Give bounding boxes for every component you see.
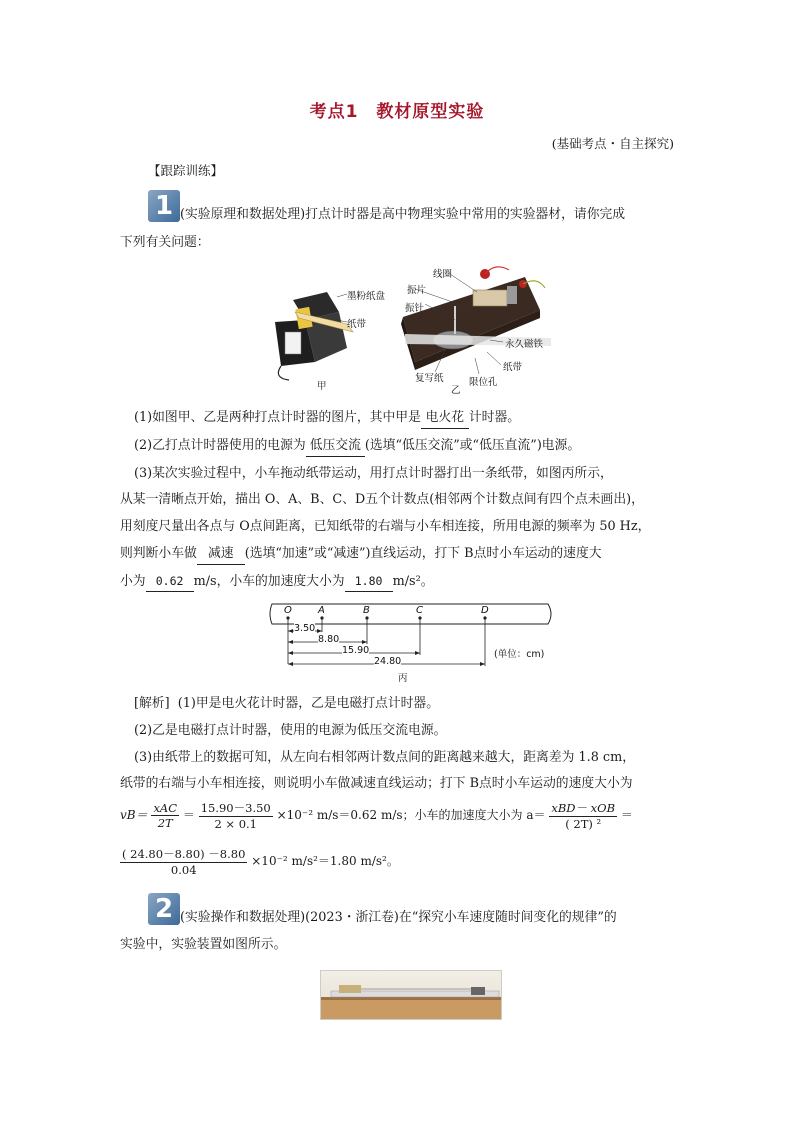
- formula-a-tail: ×10⁻² m/s²＝1.80 m/s²。: [251, 854, 399, 868]
- q1-part2-text: (2)乙打点计时器使用的电源为: [134, 438, 306, 453]
- q1-part3-line2: 从某一清晰点开始，描出 O、A、B、C、D五个计数点(相邻两个计数点间有四个点未画出)，: [120, 492, 644, 507]
- tape-caption: 丙: [398, 673, 408, 684]
- formula-vb-frac2-num: 15.90－3.50: [200, 801, 271, 815]
- tape-drawing: [268, 602, 558, 682]
- formula-a-frac2-num: ( 24.80－8.80) －8.80: [122, 847, 246, 861]
- formula-a-frac1: [549, 800, 617, 831]
- question-number-badge-2: 2: [148, 893, 180, 925]
- q1-part2-tail: (选填“低压交流”或“低压直流”)电源。: [364, 438, 581, 453]
- formula-vb-frac1-num: xAC: [153, 801, 178, 815]
- q1-part3-line4-tail: (选填“加速”或“减速”)直线运动，打下 B点时小车运动的速度大: [244, 546, 602, 561]
- tape-point-o: O: [284, 605, 292, 616]
- label-magnet: 永久磁铁: [505, 339, 544, 350]
- formula-a-frac2: [120, 846, 247, 877]
- formula-vb-frac2-den: 2 × 0.1: [214, 817, 257, 831]
- analysis-2: (2)乙是电磁打点计时器，使用的电源为低压交流电源。: [134, 723, 447, 738]
- dim-label-oa: 3.50: [294, 623, 316, 634]
- q1-part2-answer: 低压交流: [306, 436, 365, 457]
- tape-point-d: D: [481, 605, 489, 616]
- q1-part3-answer-motion: 减速: [197, 544, 245, 565]
- analysis-1: [134, 694, 439, 714]
- tape-unit-label: (单位：cm): [494, 649, 545, 660]
- label-vibrator: 振片: [407, 285, 427, 296]
- label-toner-disc: 墨粉纸盘: [347, 291, 386, 302]
- formula-vb-frac2: [199, 800, 273, 831]
- q1-part1: [134, 408, 520, 429]
- q1-part3-line5: [120, 571, 434, 592]
- q1-part3-line1: (3)某次实验过程中，小车拖动纸带运动，用打点计时器打出一条纸带，如图丙所示，: [134, 466, 613, 481]
- analysis-1-text: (1)甲是电火花计时器，乙是电磁打点计时器。: [177, 696, 440, 711]
- caption-jia: 甲: [317, 381, 327, 392]
- q1-part1-answer: 电火花: [421, 408, 469, 429]
- q2-line1: (实验操作和数据处理)(2023・浙江卷)在“探究小车速度随时间变化的规律”的: [180, 910, 617, 925]
- section-heading: 【跟踪训练】: [148, 163, 224, 178]
- formula-vb-frac1: [151, 801, 179, 830]
- analysis-3-line1: (3)由纸带上的数据可知，从左向右相邻两计数点间的距离越来越大，距离差为 1.8 cm，: [134, 750, 636, 765]
- q1-part3-answer-speed: 0.62: [146, 571, 194, 592]
- label-right-tape: 纸带: [503, 362, 523, 373]
- analysis-3-line2: 纸带的右端与小车相连接，则说明小车做减速直线运动；打下 B点时小车运动的速度大小为: [120, 776, 633, 791]
- caption-yi: 乙: [451, 385, 461, 396]
- spark-timer-illustration: [275, 292, 353, 380]
- formula-eq: ＝: [182, 808, 195, 822]
- q1-part3-line5-mid: m/s，小车的加速度大小为: [193, 574, 345, 589]
- formula-a-eq: ＝: [620, 808, 633, 822]
- q1-part1-tail: 计时器。: [468, 410, 521, 425]
- dim-label-od: 24.80: [374, 656, 402, 667]
- q1-part1-text: (1)如图甲、乙是两种打点计时器的图片，其中甲是: [134, 410, 421, 425]
- formula-vb-lhs: vB＝: [120, 808, 148, 822]
- label-carbon-paper: 复写纸: [415, 373, 444, 384]
- q1-part3-line5-text: 小为: [120, 574, 146, 589]
- label-left-tape: 纸带: [347, 319, 367, 330]
- formula-a-line: [120, 846, 680, 877]
- page-title: 考点1 教材原型实验: [309, 102, 485, 122]
- q1-intro-line1: (实验原理和数据处理)打点计时器是高中物理实验中常用的实验器材，请你完成: [180, 207, 626, 222]
- dim-label-oc: 15.90: [342, 645, 370, 656]
- q1-part3-answer-accel: 1.80: [345, 571, 393, 592]
- tape-point-c: C: [416, 605, 423, 616]
- formula-a-frac1-num: xBD－ xOB: [551, 801, 616, 815]
- formula-vb-frac1-den: 2T: [157, 816, 173, 830]
- q1-intro-line2: 下列有关问题：: [120, 235, 210, 250]
- label-coil: 线圈: [433, 269, 453, 280]
- apparatus-photo: [320, 970, 502, 1020]
- q1-part3-line5-tail: m/s²。: [392, 574, 434, 589]
- timer-figure: [255, 262, 555, 394]
- analysis-tag: [解析]: [134, 696, 170, 711]
- question-number-badge: 1: [148, 190, 180, 222]
- formula-vb-tail: ×10⁻² m/s＝0.62 m/s；小车的加速度大小为 a＝: [276, 808, 546, 822]
- q1-part3-line4-text: 则判断小车做: [120, 546, 197, 561]
- q1-part3-line4: [120, 544, 602, 565]
- tape-point-a: A: [318, 605, 325, 616]
- formula-vb-line: [120, 800, 680, 831]
- label-limit-hole: 限位孔: [469, 377, 498, 388]
- q2-line2: 实验中，实验装置如图所示。: [120, 937, 287, 952]
- apparatus-photo-drawing: [321, 971, 501, 1019]
- dim-label-ob: 8.80: [318, 634, 340, 645]
- timer-figure-drawing: [255, 262, 555, 394]
- tape-point-b: B: [363, 605, 370, 616]
- formula-a-frac1-den: ( 2T) ²: [565, 817, 602, 831]
- q1-part3-line3: 用刻度尺量出各点与 O点间距离，已知纸带的右端与小车相连接，所用电源的频率为 50 Hz，: [120, 519, 651, 534]
- q1-part2: [134, 436, 580, 457]
- tape-figure: [268, 602, 558, 682]
- formula-a-frac2-den: 0.04: [170, 863, 197, 877]
- label-needle: 振针: [405, 303, 425, 314]
- page-subtitle: (基础考点・自主探究): [551, 136, 674, 151]
